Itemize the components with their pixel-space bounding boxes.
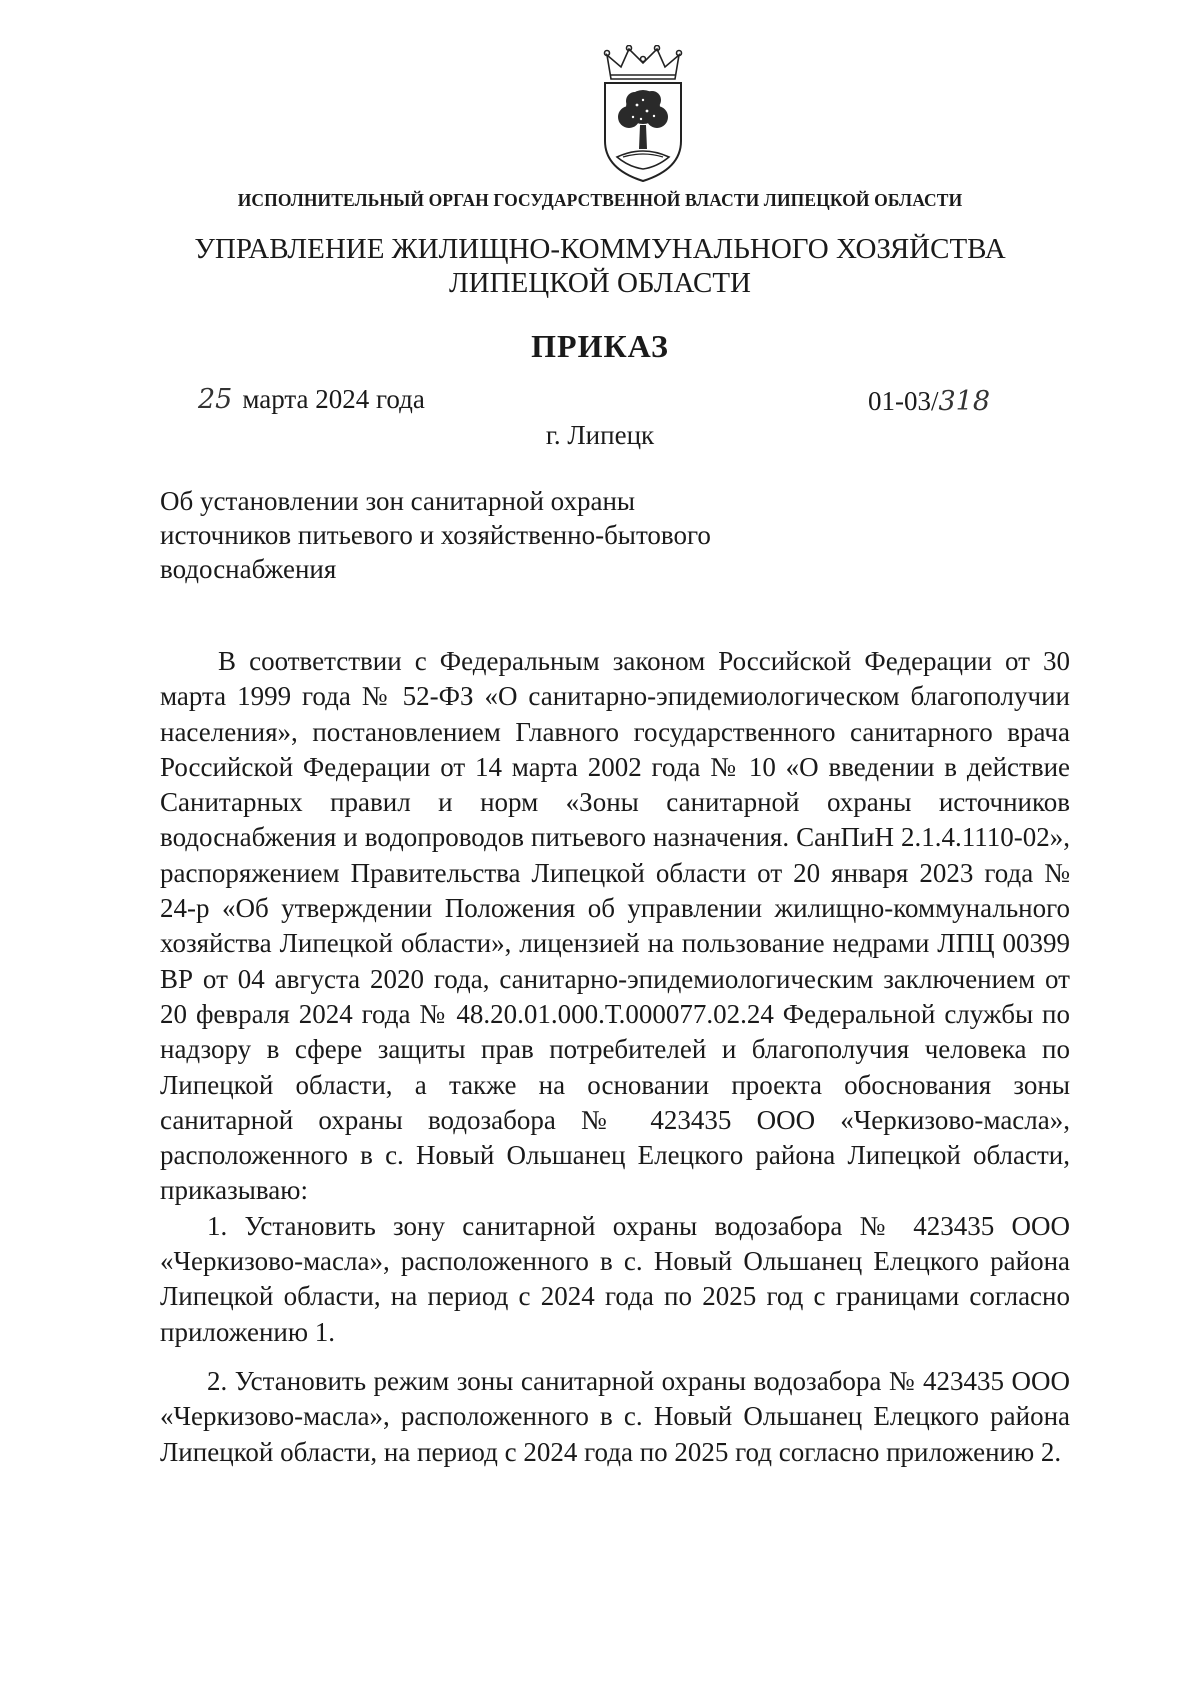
order-item-2: 2. Установить режим зоны санитарной охраны водозабора № 423435 ООО «Черкизово-масла», расположенного в с. Новый Ольшанец Елецкого района Липецкой области, на период с 2024 года по 2025 год согласно приложению 2. (160, 1365, 1070, 1467)
authority-heading: ИСПОЛНИТЕЛЬНЫЙ ОРГАН ГОСУДАРСТВЕННОЙ ВЛАСТИ ЛИПЕЦКОЙ ОБЛАСТИ (237, 190, 963, 210)
department-line-1: УПРАВЛЕНИЕ ЖИЛИЩНО-КОММУНАЛЬНОГО ХОЗЯЙСТВА (194, 233, 1006, 265)
subject-line-2: источников питьевого и хозяйственно-бытового (160, 520, 711, 550)
city-line: г. Липецк (545, 420, 655, 450)
department-line-2: ЛИПЕЦКОЙ ОБЛАСТИ (448, 267, 751, 299)
handwritten-number: 318 (938, 386, 991, 417)
order-number-prefix: 01-03/ (868, 386, 939, 416)
coat-of-arms-emblem (597, 45, 689, 185)
order-item-1: 1. Установить зону санитарной охраны водозабора № 423435 ООО «Черкизово-масла», расположенного в с. Новый Ольшанец Елецкого района Липецкой области, на период с 2024 года по 2025 год с границами согласно приложению 1. (160, 1210, 1070, 1347)
order-number (868, 386, 990, 417)
date-month-year: марта 2024 года (242, 384, 425, 414)
order-body (160, 644, 1070, 1470)
department-heading (0, 232, 1200, 300)
order-subject (160, 484, 780, 586)
handwritten-day: 25 (198, 384, 233, 415)
subject-line-1: Об установлении зон санитарной охраны (160, 486, 636, 516)
subject-line-3: водоснабжения (160, 554, 337, 584)
document-type-title: ПРИКАЗ (531, 328, 669, 364)
order-date (198, 384, 425, 415)
preamble-paragraph: В соответствии с Федеральным законом Российской Федерации от 30 марта 1999 года № 52-ФЗ «О санитарно-эпидемиологическом благополучии населения», постановлением Главного государственного санитарного врача Российской Федерации от 14 марта 2002 года № 10 «О введении в действие Санитарных правил и норм «Зоны санитарной охраны источников водоснабжения и водопроводов питьевого назначения. СанПиН 2.1.4.1110-02», распоряжением Правительства Липецкой области от 20 января 2023 года № 24-р «Об утверждении Положения об управлении жилищно-коммунального хозяйства Липецкой области», лицензией на пользование недрами ЛПЦ 00399 ВР от 04 августа 2020 года, санитарно-эпидемиологическим заключением от 20 февраля 2024 года № 48.20.01.000.Т.000077.02.24 Федеральной службы по надзору в сфере защиты прав потребителей и благополучия человека по Липецкой области, а также на основании проекта обоснования зоны санитарной охраны водозабора № 423435 ООО «Черкизово-масла», расположенного в с. Новый Ольшанец Елецкого района Липецкой области, приказываю: (160, 646, 1070, 1206)
